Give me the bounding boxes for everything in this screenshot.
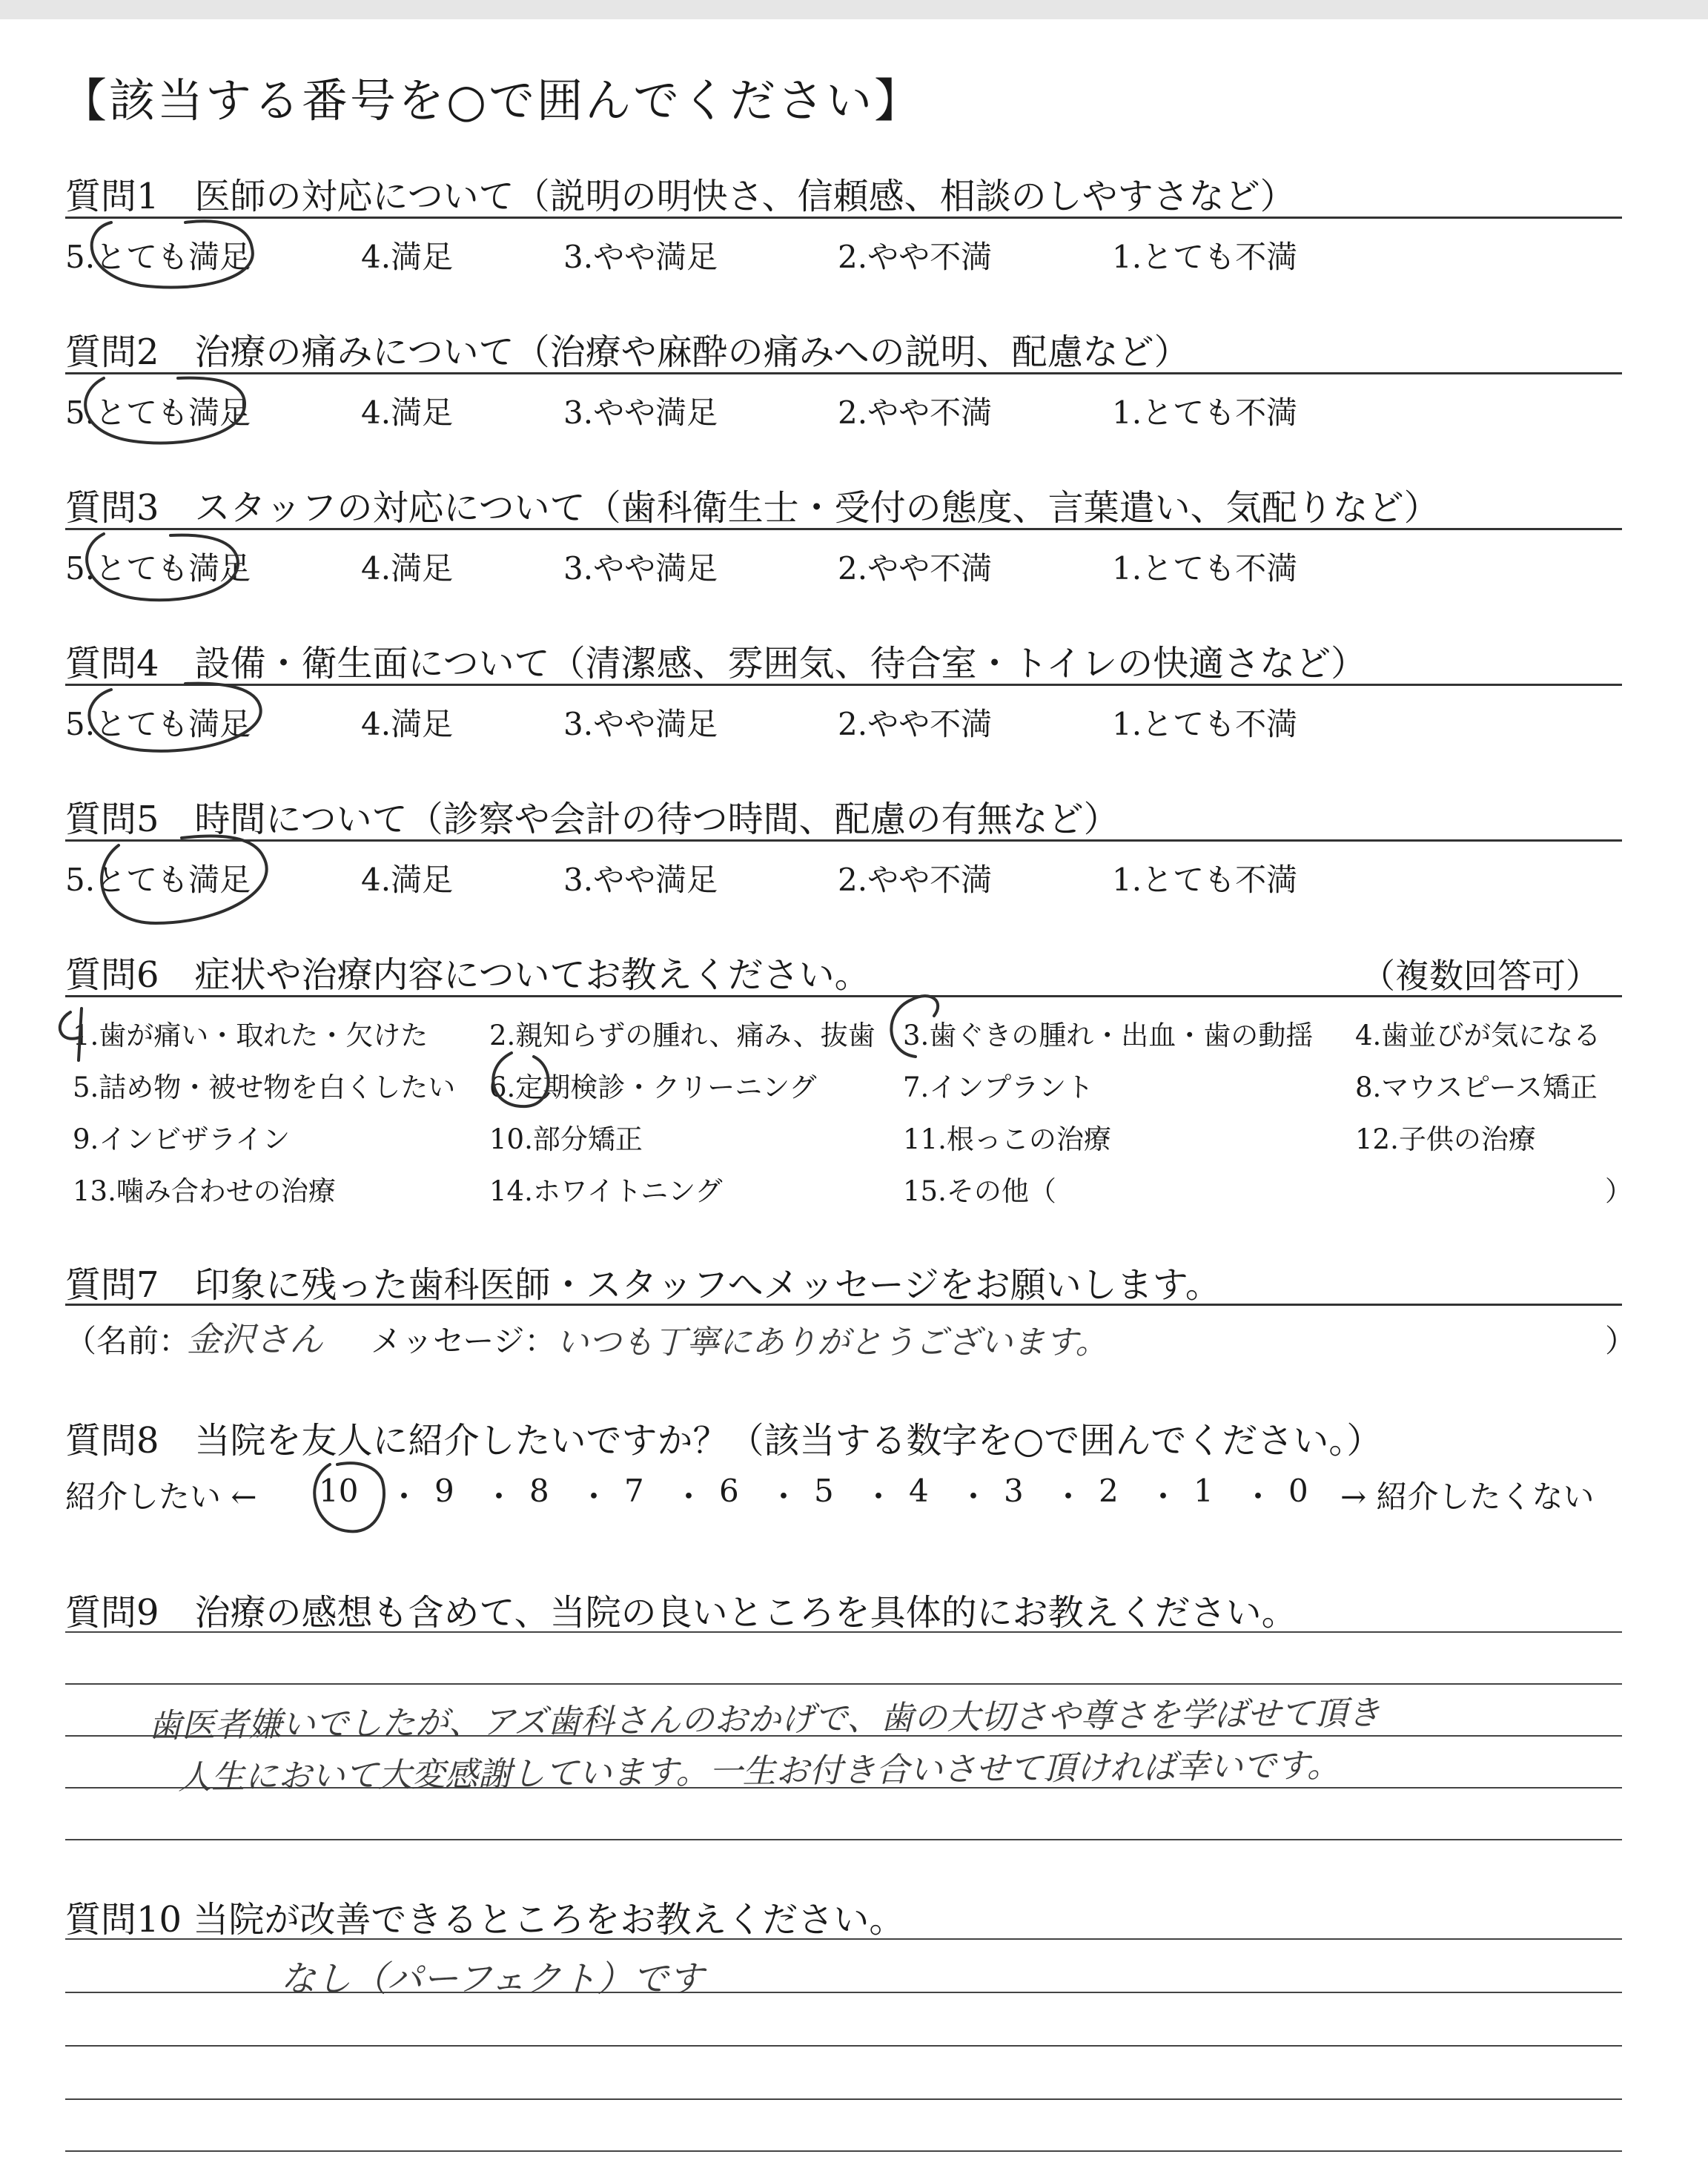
- q1-circle-mark: [92, 221, 253, 287]
- q8-dot-separator: ・: [483, 1479, 515, 1515]
- q6-option-6-circle-mark: [493, 1053, 548, 1106]
- q6-option-2[interactable]: 2.親知らずの腫れ、痛み、抜歯: [489, 1020, 875, 1051]
- q2-option-5[interactable]: 5.とても満足: [65, 394, 251, 431]
- q6-option-1-check-mark: [60, 1008, 82, 1060]
- q6-option-5[interactable]: 5.詰め物・被せ物を白くしたい: [73, 1071, 456, 1103]
- q7-close-paren: ）: [1605, 1323, 1637, 1359]
- q8-scale-5[interactable]: 5: [814, 1473, 834, 1509]
- q8-dot-separator: ・: [1242, 1479, 1274, 1515]
- q9-answer-line-2[interactable]: 人生において大変感謝しています。一生お付き合いさせて頂ければ幸いです。: [177, 1745, 1341, 1797]
- q5-option-5[interactable]: 5.とても満足: [65, 862, 251, 898]
- q5-title: 質問5 時間について（診察や会計の待つ時間、配慮の有無など）: [65, 799, 1119, 840]
- q6-option-14[interactable]: 14.ホワイトニング: [489, 1175, 723, 1207]
- q3-option-1[interactable]: 1.とても不満: [1112, 550, 1298, 587]
- q6-option-8[interactable]: 8.マウスピース矯正: [1355, 1071, 1598, 1103]
- q5-circle-mark: [102, 836, 266, 923]
- q3-option-2[interactable]: 2.やや不満: [838, 550, 993, 587]
- q1-title: 質問1 医師の対応について（説明の明快さ、信頼感、相談のしやすさなど）: [65, 176, 1296, 217]
- q1-option-4[interactable]: 4.満足: [361, 239, 454, 275]
- q6-option-9[interactable]: 9.インビザライン: [73, 1123, 291, 1155]
- q8-dot-separator: ・: [958, 1479, 990, 1515]
- q3-title: 質問3 スタッフの対応について（歯科衛生士・受付の態度、言葉遣い、気配りなど）: [65, 487, 1440, 529]
- q6-title: 質問6 症状や治療内容についてお教えください。: [65, 954, 870, 996]
- q8-scale-0[interactable]: 0: [1288, 1473, 1308, 1509]
- q1-option-1[interactable]: 1.とても不満: [1112, 239, 1298, 275]
- q7-message-value[interactable]: いつも丁寧にありがとうございます。: [556, 1324, 1108, 1361]
- q6-multiple-answer-note: （複数回答可）: [1361, 956, 1600, 996]
- q8-scale-1[interactable]: 1: [1194, 1473, 1214, 1509]
- q8-dot-separator: ・: [1053, 1479, 1085, 1515]
- q4-option-2[interactable]: 2.やや不満: [838, 706, 993, 742]
- q8-dot-separator: ・: [673, 1479, 705, 1515]
- q6-option-6[interactable]: 6.定期検診・クリーニング: [489, 1071, 817, 1103]
- q4-option-3[interactable]: 3.やや満足: [563, 706, 718, 742]
- q8-scale-10[interactable]: 10: [319, 1473, 359, 1509]
- q3-option-5[interactable]: 5.とても満足: [65, 550, 251, 587]
- q6-option-1[interactable]: 1.歯が痛い・取れた・欠けた: [73, 1020, 428, 1051]
- q1-option-3[interactable]: 3.やや満足: [563, 239, 718, 275]
- q4-option-4[interactable]: 4.満足: [361, 706, 454, 742]
- q5-option-2[interactable]: 2.やや不満: [838, 862, 993, 898]
- q8-title: 質問8 当院を友人に紹介したいですか？（該当する数字を○で囲んでください。）: [65, 1420, 1383, 1462]
- q8-left-label: 紹介したい ←: [65, 1479, 257, 1515]
- q6-option-10[interactable]: 10.部分矯正: [489, 1123, 643, 1155]
- q6-option-7[interactable]: 7.インプラント: [903, 1071, 1094, 1103]
- q6-option-15-other[interactable]: 15.その他（: [903, 1175, 1056, 1207]
- q5-option-3[interactable]: 3.やや満足: [563, 862, 718, 898]
- q8-dot-separator: ・: [863, 1479, 895, 1515]
- q6-option-4[interactable]: 4.歯並びが気になる: [1355, 1020, 1601, 1051]
- q2-option-1[interactable]: 1.とても不満: [1112, 394, 1298, 431]
- q8-scale-7[interactable]: 7: [624, 1473, 644, 1509]
- q8-scale-3[interactable]: 3: [1004, 1473, 1024, 1509]
- q1-option-5[interactable]: 5.とても満足: [65, 239, 251, 275]
- q8-10-circle-mark: [314, 1463, 384, 1531]
- q7-name-label: （名前：: [65, 1323, 191, 1359]
- page-header: 【該当する番号を○で囲んでください】: [61, 73, 923, 128]
- q2-title: 質問2 治療の痛みについて（治療や麻酔の痛みへの説明、配慮など）: [65, 331, 1190, 373]
- q4-title: 質問4 設備・衛生面について（清潔感、雰囲気、待合室・トイレの快適さなど）: [65, 643, 1367, 684]
- q8-right-label: → 紹介したくない: [1340, 1479, 1595, 1515]
- q4-option-5[interactable]: 5.とても満足: [65, 706, 251, 742]
- q8-scale-6[interactable]: 6: [719, 1473, 739, 1509]
- q9-answer-line-1[interactable]: 歯医者嫌いでしたが、アズ歯科さんのおかげで、歯の大切さや尊さを学ばせて頂き: [148, 1693, 1381, 1745]
- q2-option-4[interactable]: 4.満足: [361, 394, 454, 431]
- q8-scale-8[interactable]: 8: [529, 1473, 549, 1509]
- q6-option-12[interactable]: 12.子供の治療: [1355, 1123, 1536, 1155]
- q5-option-1[interactable]: 1.とても不満: [1112, 862, 1298, 898]
- q6-option-3-circle-mark: [891, 996, 938, 1057]
- q6-other-close-paren: ）: [1605, 1175, 1632, 1207]
- q8-scale-2[interactable]: 2: [1099, 1473, 1119, 1509]
- q3-circle-mark: [87, 534, 238, 600]
- q6-option-11[interactable]: 11.根っこの治療: [903, 1123, 1111, 1155]
- q2-option-3[interactable]: 3.やや満足: [563, 394, 718, 431]
- q2-option-2[interactable]: 2.やや不満: [838, 394, 993, 431]
- q6-option-13[interactable]: 13.噛み合わせの治療: [73, 1175, 336, 1207]
- q7-title: 質問7 印象に残った歯科医師・スタッフへメッセージをお願いします。: [65, 1264, 1221, 1306]
- q2-circle-mark: [85, 378, 245, 443]
- q10-answer[interactable]: なし（パーフェクト）です: [280, 1958, 704, 2000]
- q8-scale-9[interactable]: 9: [434, 1473, 454, 1509]
- q3-option-4[interactable]: 4.満足: [361, 550, 454, 587]
- q7-name-value[interactable]: 金沢さん: [187, 1319, 323, 1359]
- q8-dot-separator: ・: [1148, 1479, 1179, 1515]
- q10-title: 質問10 当院が改善できるところをお教えください。: [65, 1899, 905, 1941]
- q6-option-3[interactable]: 3.歯ぐきの腫れ・出血・歯の動揺: [903, 1020, 1314, 1051]
- q8-dot-separator: ・: [768, 1479, 800, 1515]
- q5-option-4[interactable]: 4.満足: [361, 862, 454, 898]
- q3-option-3[interactable]: 3.やや満足: [563, 550, 718, 587]
- q9-title: 質問9 治療の感想も含めて、当院の良いところを具体的にお教えください。: [65, 1592, 1297, 1634]
- q1-option-2[interactable]: 2.やや不満: [838, 239, 993, 275]
- q8-dot-separator: ・: [388, 1479, 420, 1515]
- q7-message-label: メッセージ：: [371, 1323, 556, 1359]
- q4-option-1[interactable]: 1.とても不満: [1112, 706, 1298, 742]
- q8-dot-separator: ・: [578, 1479, 610, 1515]
- q4-circle-mark: [89, 684, 260, 751]
- q8-scale-4[interactable]: 4: [909, 1473, 929, 1509]
